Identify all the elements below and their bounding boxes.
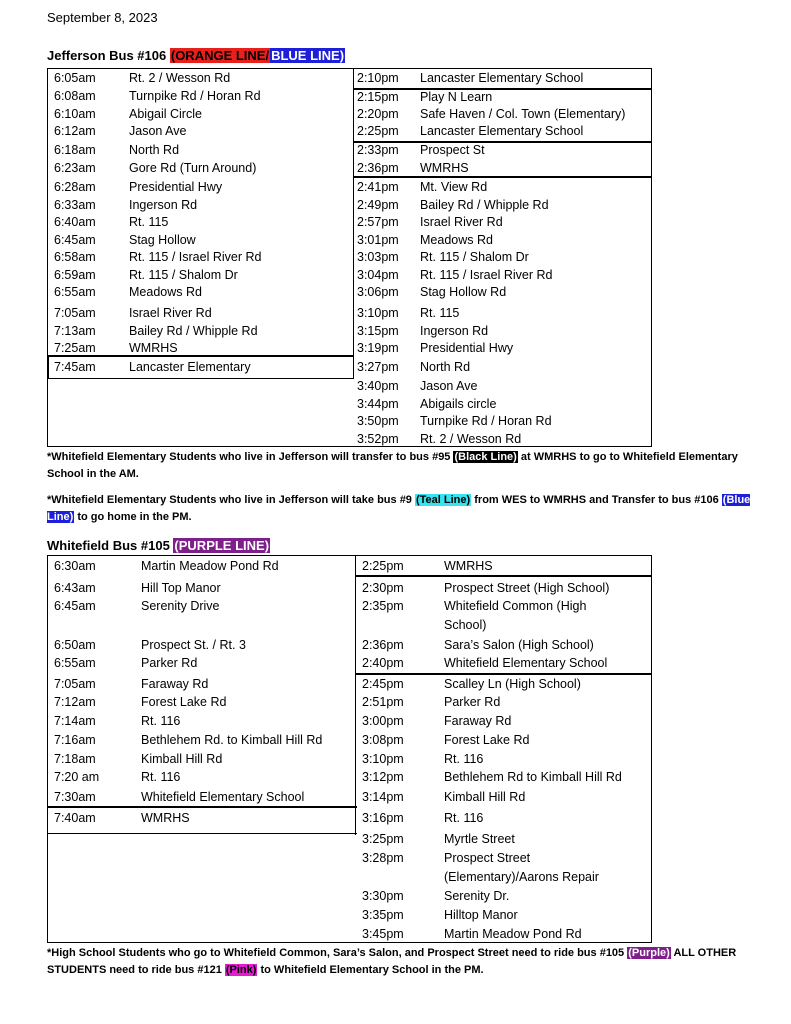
stop-location: Whitefield Elementary School — [141, 790, 305, 804]
stop-location: North Rd — [420, 360, 471, 374]
blue-line-tag: BLUE LINE) — [271, 48, 345, 63]
stop-time: 3:44pm — [357, 397, 399, 411]
stop-time: 3:27pm — [357, 360, 399, 374]
stop-time: 2:20pm — [357, 107, 399, 121]
whitefield-title — [47, 538, 270, 553]
stop-location: Bailey Rd / Whipple Rd — [129, 324, 258, 338]
jefferson-pm-divider-1 — [354, 88, 652, 90]
stop-time: 2:36pm — [362, 638, 404, 652]
stop-location: Lancaster Elementary School — [420, 71, 584, 85]
whitefield-note-text-a: *High School Students who go to Whitefield Common, Sara’s Salon, and Prospect Street need to ride bus #105 — [47, 947, 628, 959]
stop-location: Israel River Rd — [420, 215, 503, 229]
stop-location: North Rd — [129, 143, 180, 157]
whitefield-am-divider — [48, 806, 357, 808]
stop-time: 7:18am — [54, 752, 96, 766]
stop-location: Rt. 115 — [129, 215, 169, 229]
stop-location: Bethlehem Rd to Kimball Hill Rd — [444, 770, 622, 784]
whitefield-note — [47, 945, 752, 979]
stop-location: Parker Rd — [141, 656, 198, 670]
stop-location: Turnpike Rd / Horan Rd — [129, 89, 261, 103]
stop-time: 3:08pm — [362, 733, 404, 747]
stop-location: Rt. 116 — [444, 811, 484, 825]
stop-location: Kimball Hill Rd — [444, 790, 526, 804]
stop-location: WMRHS — [444, 559, 493, 573]
stop-time: 6:58am — [54, 250, 96, 264]
whitefield-note-text-c: to Whitefield Elementary School in the PM. — [257, 964, 484, 976]
stop-time: 6:23am — [54, 161, 96, 175]
stop-time: 3:16pm — [362, 811, 404, 825]
stop-location: Serenity Drive — [141, 599, 220, 613]
stop-location: Play N Learn — [420, 90, 493, 104]
stop-time: 3:52pm — [357, 432, 399, 446]
stop-location: Rt. 115 / Shalom Dr — [129, 268, 238, 282]
stop-location: Meadows Rd — [420, 233, 493, 247]
stop-location: Prospect St. / Rt. 3 — [141, 638, 246, 652]
stop-time: 3:45pm — [362, 927, 404, 941]
blue-line-note-tag: (Blue Line) — [47, 494, 751, 523]
stop-location: Lancaster Elementary — [129, 360, 251, 374]
stop-location: Rt. 115 / Israel River Rd — [129, 250, 262, 264]
stop-time: 3:10pm — [362, 752, 404, 766]
stop-time: 2:10pm — [357, 71, 399, 85]
stop-location: Serenity Dr. — [444, 889, 510, 903]
stop-location: School) — [444, 618, 487, 632]
stop-time: 7:25am — [54, 341, 96, 355]
pink-note-tag: (Pink) — [225, 964, 257, 976]
stop-time: 2:36pm — [357, 161, 399, 175]
jefferson-am-bottom — [48, 378, 354, 379]
stop-location: Abigails circle — [420, 397, 497, 411]
stop-location: WMRHS — [420, 161, 469, 175]
purple-line-tag: (PURPLE LINE) — [174, 538, 270, 553]
whitefield-note-text-b: ALL OTHER STUDENTS need to ride bus #121 — [47, 947, 737, 976]
document-date: September 8, 2023 — [47, 10, 158, 25]
stop-time: 6:45am — [54, 599, 96, 613]
stop-time: 3:04pm — [357, 268, 399, 282]
stop-time: 2:40pm — [362, 656, 404, 670]
stop-time: 3:30pm — [362, 889, 404, 903]
stop-time: 6:40am — [54, 215, 96, 229]
stop-time: 6:43am — [54, 581, 96, 595]
stop-location: Myrtle Street — [444, 832, 515, 846]
stop-time: 6:50am — [54, 638, 96, 652]
note-2-text-b: from WES to WMRHS and Transfer to bus #106 — [471, 494, 722, 506]
jefferson-note-2 — [47, 492, 757, 526]
stop-time: 3:00pm — [362, 714, 404, 728]
stop-time: 2:45pm — [362, 677, 404, 691]
stop-location: WMRHS — [141, 811, 190, 825]
stop-time: 3:19pm — [357, 341, 399, 355]
jefferson-am-last-edge — [48, 355, 49, 379]
stop-location: Rt. 115 — [420, 306, 460, 320]
jefferson-title-text: Jefferson Bus #106 — [47, 48, 167, 63]
stop-time: 6:08am — [54, 89, 96, 103]
stop-location: Prospect St — [420, 143, 485, 157]
stop-location: Whitefield Elementary School — [444, 656, 608, 670]
stop-location: Meadows Rd — [129, 285, 202, 299]
stop-location: Jason Ave — [129, 124, 187, 138]
stop-time: 3:25pm — [362, 832, 404, 846]
stop-location: Rt. 115 / Israel River Rd — [420, 268, 553, 282]
stop-location: Israel River Rd — [129, 306, 212, 320]
stop-time: 6:55am — [54, 285, 96, 299]
stop-time: 6:10am — [54, 107, 96, 121]
stop-time: 7:05am — [54, 306, 96, 320]
stop-time: 3:12pm — [362, 770, 404, 784]
stop-location: Hill Top Manor — [141, 581, 221, 595]
stop-time: 6:45am — [54, 233, 96, 247]
stop-location: Sara’s Salon (High School) — [444, 638, 594, 652]
stop-location: Faraway Rd — [444, 714, 512, 728]
stop-time: 7:14am — [54, 714, 96, 728]
stop-time: 2:25pm — [362, 559, 404, 573]
stop-location: Rt. 2 / Wesson Rd — [420, 432, 522, 446]
whitefield-schedule-table — [47, 555, 652, 943]
stop-location: WMRHS — [129, 341, 178, 355]
stop-time: 6:55am — [54, 656, 96, 670]
note-1-text-a: *Whitefield Elementary Students who live in Jefferson will transfer to bus #95 — [47, 451, 454, 463]
stop-time: 3:10pm — [357, 306, 399, 320]
black-line-tag: (Black Line) — [454, 451, 517, 463]
stop-time: 7:16am — [54, 733, 96, 747]
purple-note-tag: (Purple) — [628, 947, 670, 959]
stop-time: 3:28pm — [362, 851, 404, 865]
jefferson-pm-divider-3 — [354, 176, 652, 178]
stop-time: 7:12am — [54, 695, 96, 709]
stop-location: Mt. View Rd — [420, 180, 488, 194]
stop-location: Martin Meadow Pond Rd — [444, 927, 582, 941]
whitefield-am-bottom — [48, 833, 357, 834]
stop-time: 6:30am — [54, 559, 96, 573]
stop-location: Jason Ave — [420, 379, 478, 393]
stop-location: Rt. 116 — [444, 752, 484, 766]
stop-location: Turnpike Rd / Horan Rd — [420, 414, 552, 428]
stop-location: Hilltop Manor — [444, 908, 518, 922]
stop-location: Forest Lake Rd — [444, 733, 530, 747]
stop-location: Ingerson Rd — [420, 324, 489, 338]
stop-location: Abigail Circle — [129, 107, 202, 121]
stop-time: 3:06pm — [357, 285, 399, 299]
stop-location: (Elementary)/Aarons Repair — [444, 870, 599, 884]
stop-time: 6:18am — [54, 143, 96, 157]
stop-time: 2:30pm — [362, 581, 404, 595]
stop-time: 7:05am — [54, 677, 96, 691]
stop-location: Rt. 116 — [141, 714, 181, 728]
stop-time: 2:49pm — [357, 198, 399, 212]
note-2-text-a: *Whitefield Elementary Students who live in Jefferson will take bus #9 — [47, 494, 415, 506]
whitefield-pm-divider-1 — [356, 575, 652, 577]
stop-location: Gore Rd (Turn Around) — [129, 161, 257, 175]
stop-location: Scalley Ln (High School) — [444, 677, 581, 691]
stop-time: 7:13am — [54, 324, 96, 338]
stop-time: 2:33pm — [357, 143, 399, 157]
jefferson-schedule-table — [47, 68, 652, 447]
whitefield-pm-divider-2 — [356, 673, 652, 675]
stop-location: Whitefield Common (High — [444, 599, 587, 613]
note-1-text-b: at WMRHS to go to Whitefield Elementary School in the AM. — [47, 451, 738, 480]
stop-time: 3:35pm — [362, 908, 404, 922]
stop-time: 6:12am — [54, 124, 96, 138]
stop-location: Martin Meadow Pond Rd — [141, 559, 279, 573]
stop-location: Presidential Hwy — [420, 341, 514, 355]
stop-location: Rt. 115 / Shalom Dr — [420, 250, 529, 264]
stop-time: 2:41pm — [357, 180, 399, 194]
stop-time: 3:15pm — [357, 324, 399, 338]
whitefield-divider-vertical — [355, 556, 356, 835]
stop-time: 3:40pm — [357, 379, 399, 393]
whitefield-title-text: Whitefield Bus #105 — [47, 538, 174, 553]
stop-location: Ingerson Rd — [129, 198, 198, 212]
stop-time: 2:57pm — [357, 215, 399, 229]
jefferson-divider-vertical — [353, 69, 354, 379]
stop-location: Bailey Rd / Whipple Rd — [420, 198, 549, 212]
stop-time: 3:03pm — [357, 250, 399, 264]
orange-line-tag: (ORANGE LINE/ — [170, 48, 270, 63]
stop-time: 2:35pm — [362, 599, 404, 613]
stop-time: 6:28am — [54, 180, 96, 194]
stop-location: Stag Hollow — [129, 233, 196, 247]
stop-time: 6:33am — [54, 198, 96, 212]
jefferson-pm-divider-2 — [354, 141, 652, 143]
note-2-text-c: to go home in the PM. — [74, 511, 192, 523]
stop-time: 6:05am — [54, 71, 96, 85]
stop-time: 2:15pm — [357, 90, 399, 104]
stop-location: Faraway Rd — [141, 677, 209, 691]
stop-location: Presidential Hwy — [129, 180, 223, 194]
stop-location: Safe Haven / Col. Town (Elementary) — [420, 107, 626, 121]
stop-location: Parker Rd — [444, 695, 501, 709]
stop-time: 2:51pm — [362, 695, 404, 709]
stop-time: 7:45am — [54, 360, 96, 374]
stop-location: Bethlehem Rd. to Kimball Hill Rd — [141, 733, 323, 747]
stop-location: Prospect Street (High School) — [444, 581, 610, 595]
jefferson-title — [47, 48, 345, 63]
stop-time: 7:20 am — [54, 770, 100, 784]
stop-time: 6:59am — [54, 268, 96, 282]
stop-location: Stag Hollow Rd — [420, 285, 507, 299]
stop-location: Kimball Hill Rd — [141, 752, 223, 766]
stop-location: Prospect Street — [444, 851, 531, 865]
stop-time: 3:50pm — [357, 414, 399, 428]
stop-time: 7:30am — [54, 790, 96, 804]
stop-time: 2:25pm — [357, 124, 399, 138]
jefferson-note-1 — [47, 449, 757, 483]
stop-location: Lancaster Elementary School — [420, 124, 584, 138]
stop-time: 7:40am — [54, 811, 96, 825]
stop-location: Rt. 116 — [141, 770, 181, 784]
jefferson-am-divider — [48, 355, 354, 357]
stop-time: 3:14pm — [362, 790, 404, 804]
teal-line-tag: (Teal Line) — [415, 494, 471, 506]
stop-location: Rt. 2 / Wesson Rd — [129, 71, 231, 85]
stop-location: Forest Lake Rd — [141, 695, 227, 709]
stop-time: 3:01pm — [357, 233, 399, 247]
